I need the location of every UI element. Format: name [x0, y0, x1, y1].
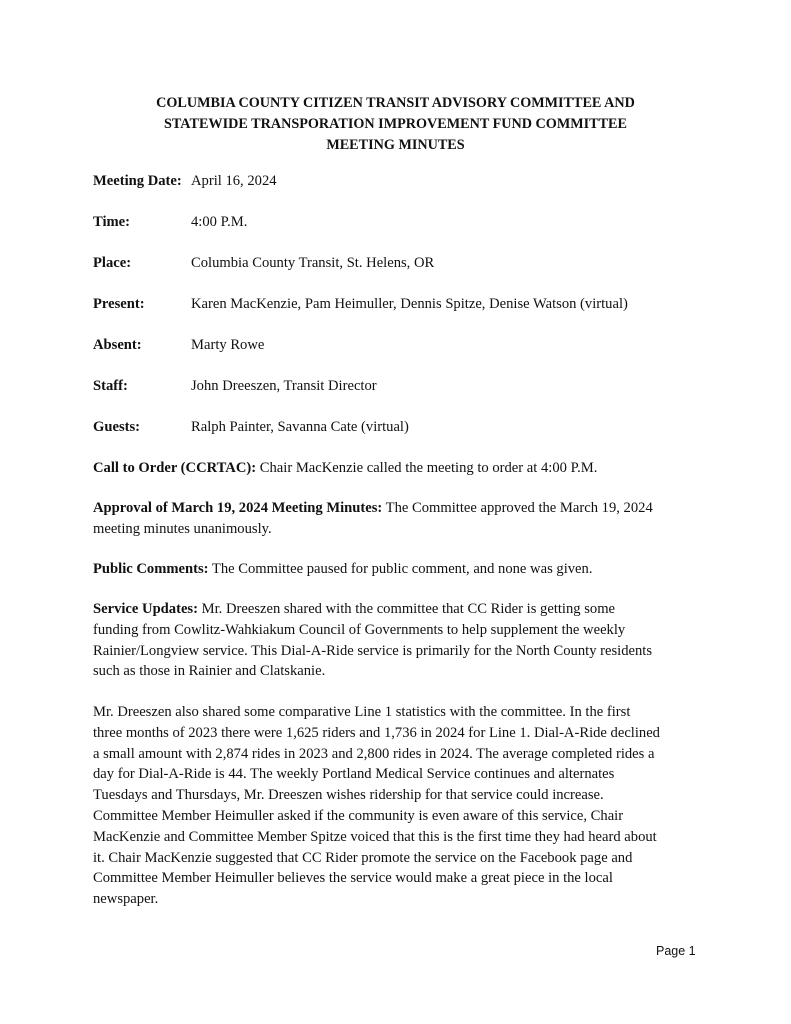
public-comments-paragraph — [93, 559, 703, 580]
statistics-line: newspaper. — [93, 891, 159, 908]
staff-label: Staff: — [93, 378, 128, 394]
call-to-order-paragraph — [93, 458, 703, 479]
guests-label: Guests: — [93, 419, 141, 435]
approval-text-line: meeting minutes unanimously. — [93, 520, 272, 537]
service-updates-line: such as those in Rainier and Clatskanie. — [93, 663, 326, 680]
staff-value: John Dreeszen, Transit Director — [191, 378, 377, 394]
statistics-paragraph — [93, 702, 703, 910]
approval-text: The Committee approved the March 19, 2024 — [382, 500, 653, 516]
statistics-line: Committee Member Heimuller asked if the community is even aware of this service, Chair — [93, 807, 624, 824]
statistics-line: Committee Member Heimuller believes the service would make a great piece in the local — [93, 870, 613, 887]
absent-label: Absent: — [93, 337, 142, 353]
title-line: MEETING MINUTES — [326, 137, 465, 153]
statistics-line: day for Dial-A-Ride is 44. The weekly Portland Medical Service continues and alternates — [93, 766, 615, 783]
statistics-line: three months of 2023 there were 1,625 riders and 1,736 in 2024 for Line 1. Dial-A-Ride declined — [93, 724, 660, 741]
call-to-order-text: Chair MacKenzie called the meeting to order at 4:00 P.M. — [256, 460, 598, 476]
statistics-line: a small amount with 2,874 rides in 2023 and 2,800 rides in 2024. The average completed rides a — [93, 745, 655, 762]
meeting-date-value: April 16, 2024 — [191, 173, 277, 189]
approval-paragraph — [93, 498, 703, 540]
place-label: Place: — [93, 255, 132, 271]
page-number: Page 1 — [656, 944, 696, 958]
statistics-line: MacKenzie and Committee Member Spitze voiced that this is the first time they had heard about — [93, 828, 657, 845]
statistics-line: it. Chair MacKenzie suggested that CC Rider promote the service on the Facebook page and — [93, 849, 633, 866]
guests-value: Ralph Painter, Savanna Cate (virtual) — [191, 419, 409, 435]
public-comments-label: Public Comments: — [93, 561, 209, 577]
place-value: Columbia County Transit, St. Helens, OR — [191, 255, 435, 271]
present-label: Present: — [93, 296, 145, 312]
public-comments-text: The Committee paused for public comment, and none was given. — [208, 561, 593, 577]
service-updates-text: Mr. Dreeszen shared with the committee that CC Rider is getting some — [197, 601, 616, 617]
document-title — [93, 93, 698, 156]
service-updates-line: Rainier/Longview service. This Dial-A-Ride service is primarily for the North County residents — [93, 642, 653, 659]
service-updates-line: funding from Cowlitz-Wahkiakum Council of Governments to help supplement the weekly — [93, 621, 626, 638]
title-line: STATEWIDE TRANSPORATION IMPROVEMENT FUND COMMITTEE — [164, 116, 627, 132]
statistics-line: Tuesdays and Thursdays, Mr. Dreeszen wishes ridership for that service could increase. — [93, 787, 604, 804]
statistics-line: Mr. Dreeszen also shared some comparative Line 1 statistics with the committee. In the first — [93, 704, 631, 720]
call-to-order-label: Call to Order (CCRTAC): — [93, 460, 257, 476]
absent-value: Marty Rowe — [191, 337, 265, 353]
meeting-date-label: Meeting Date: — [93, 173, 182, 189]
present-value: Karen MacKenzie, Pam Heimuller, Dennis Spitze, Denise Watson (virtual) — [191, 296, 628, 312]
title-line: COLUMBIA COUNTY CITIZEN TRANSIT ADVISORY COMMITTEE AND — [156, 95, 635, 111]
time-value: 4:00 P.M. — [191, 214, 248, 230]
service-updates-label: Service Updates: — [93, 601, 198, 617]
time-label: Time: — [93, 214, 131, 230]
approval-label: Approval of March 19, 2024 Meeting Minutes: — [93, 500, 383, 516]
service-updates-paragraph — [93, 599, 703, 682]
